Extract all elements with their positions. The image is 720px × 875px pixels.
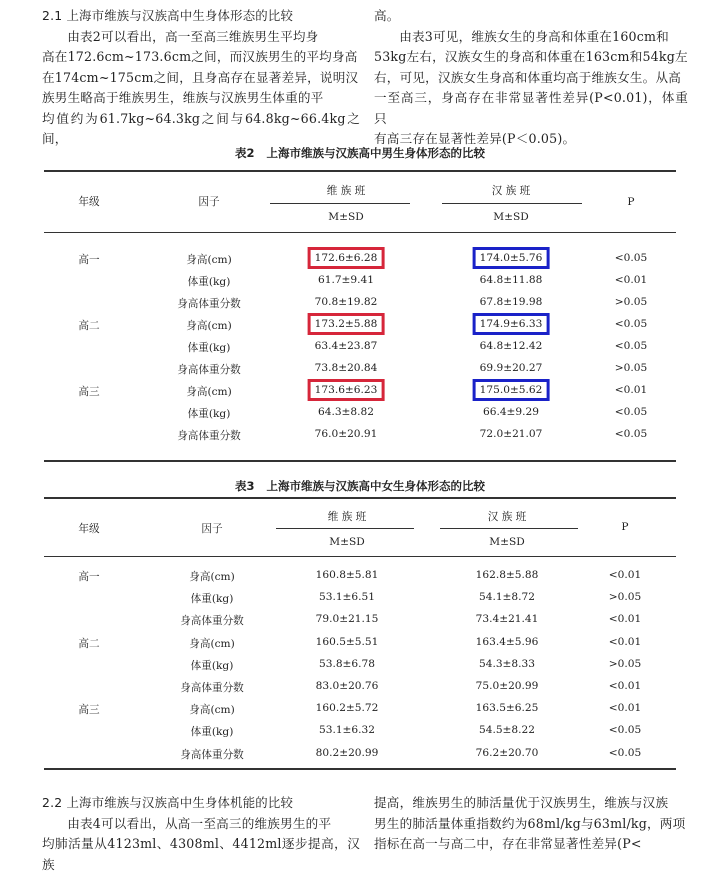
header-han-class: 汉 族 班	[487, 511, 527, 523]
header-subrule-han	[442, 203, 582, 204]
paragraph-line: 由表3可见，维族女生的身高和体重在160cm和	[399, 28, 669, 44]
wei-value-cell: 53.8±6.78	[318, 657, 376, 670]
wei-value-cell: 160.8±5.81	[315, 569, 379, 581]
paragraph-line: 提高，维族男生的肺活量优于汉族男生，维族与汉族	[374, 795, 669, 810]
header-subrule-wei	[270, 203, 410, 204]
wei-value-cell: 173.2±5.88	[314, 318, 378, 330]
paragraph-line: 高。	[374, 8, 400, 23]
header-p: P	[621, 521, 629, 533]
outro-left-column	[42, 793, 360, 875]
paragraph-line: 53kg左右，汉族女生的身高和体重在163cm和54kg左	[374, 49, 688, 64]
header-han-class: 汉 族 班	[491, 185, 531, 197]
p-value-cell: <0.01	[608, 613, 642, 626]
table3-caption	[0, 478, 720, 494]
wei-value-cell: 53.1±6.51	[318, 591, 376, 604]
p-value-cell: <0.01	[608, 702, 642, 715]
han-value-cell: 54.1±8.72	[478, 591, 536, 604]
header-wei-class: 维 族 班	[326, 185, 366, 197]
factor-cell: 体重(kg)	[190, 593, 234, 606]
grade-cell: 高二	[78, 637, 100, 650]
table2-number: 表2	[234, 146, 255, 160]
header-factor: 因子	[201, 523, 223, 535]
p-value-cell: <0.01	[608, 680, 642, 692]
han-value-cell: 69.9±20.27	[479, 362, 543, 374]
factor-cell: 身高(cm)	[186, 254, 232, 266]
header-subrule-wei	[276, 528, 414, 529]
han-value-cell: 174.9±6.33	[479, 318, 543, 330]
factor-cell: 身高体重分数	[177, 364, 241, 376]
p-value-cell: >0.05	[608, 657, 642, 670]
grade-cell: 高三	[78, 704, 100, 717]
header-p: P	[627, 196, 635, 208]
p-value-cell: <0.05	[608, 724, 642, 737]
factor-cell: 身高(cm)	[189, 704, 235, 717]
table-header-rule	[44, 232, 676, 233]
paragraph-line: 由表4可以看出，从高一至高三的维族男生的平	[67, 815, 332, 831]
wei-value-cell: 63.4±23.87	[314, 340, 378, 352]
p-value-cell: <0.05	[614, 252, 648, 264]
table3-number: 表3	[234, 479, 255, 493]
table-top-rule	[44, 497, 676, 499]
wei-value-cell: 83.0±20.76	[315, 680, 379, 692]
factor-cell: 身高体重分数	[180, 748, 244, 761]
paragraph-line: 有高三存在显著性差异(P＜0.05)。	[374, 131, 576, 146]
p-value-cell: <0.05	[608, 746, 642, 759]
wei-value-cell: 172.6±6.28	[314, 252, 378, 264]
factor-cell: 体重(kg)	[190, 726, 234, 739]
paragraph-line: 一至高三，身高存在非常显著性差异(P<0.01)，体重只	[374, 90, 688, 126]
wei-value-cell: 80.2±20.99	[315, 746, 379, 759]
header-wei-class: 维 族 班	[327, 511, 367, 523]
han-value-cell: 175.0±5.62	[479, 384, 543, 396]
grade-cell: 高二	[78, 320, 100, 332]
han-value-cell: 64.8±12.42	[479, 340, 543, 352]
grade-cell: 高三	[78, 386, 100, 398]
wei-value-cell: 70.8±19.82	[314, 296, 378, 308]
table2-title: 上海市维族与汉族高中男生身体形态的比较	[266, 146, 486, 160]
factor-cell: 体重(kg)	[187, 408, 231, 420]
wei-value-cell: 61.7±9.41	[317, 274, 375, 286]
outro-right-column	[374, 793, 688, 855]
factor-cell: 身高体重分数	[180, 615, 244, 628]
table-top-rule	[44, 170, 676, 172]
p-value-cell: <0.05	[614, 406, 648, 418]
factor-cell: 身高(cm)	[189, 571, 235, 583]
table3-title: 上海市维族与汉族高中女生身体形态的比较	[266, 479, 486, 493]
han-value-cell: 163.4±5.96	[475, 635, 539, 648]
paragraph-line: 均值约为61.7kg~64.3kg之间与64.8kg~66.4kg之间，	[42, 110, 360, 146]
p-value-cell: <0.05	[614, 318, 648, 330]
p-value-cell: >0.05	[614, 296, 648, 308]
intro-right-column	[374, 6, 688, 150]
han-value-cell: 174.0±5.76	[479, 252, 543, 264]
wei-value-cell: 160.2±5.72	[315, 702, 379, 715]
wei-value-cell: 76.0±20.91	[314, 428, 378, 440]
header-msd-han: M±SD	[493, 211, 529, 223]
factor-cell: 身高体重分数	[177, 430, 241, 442]
wei-value-cell: 64.3±8.82	[317, 406, 375, 418]
factor-cell: 身高(cm)	[189, 637, 235, 650]
wei-value-cell: 73.8±20.84	[314, 362, 378, 374]
han-value-cell: 64.8±11.88	[479, 274, 543, 286]
han-value-cell: 75.0±20.99	[475, 680, 539, 692]
wei-value-cell: 173.6±6.23	[314, 384, 378, 396]
paragraph-line: 在174cm~175cm之间，且身高存在显著差异，说明汉	[42, 69, 359, 85]
paragraph-line: 高在172.6cm~173.6cm之间，而汉族男生的平均身高	[42, 49, 358, 64]
header-msd-han: M±SD	[489, 536, 525, 548]
factor-cell: 体重(kg)	[190, 659, 234, 672]
p-value-cell: <0.01	[608, 569, 642, 581]
p-value-cell: >0.05	[614, 362, 648, 374]
table2-caption	[0, 145, 720, 161]
paragraph-line: 均肺活量从4123ml、4308ml、4412ml逐步提高，汉族	[42, 836, 360, 872]
factor-cell: 体重(kg)	[187, 276, 231, 288]
wei-value-cell: 79.0±21.15	[315, 613, 379, 626]
han-value-cell: 54.3±8.33	[478, 657, 536, 670]
header-msd-wei: M±SD	[328, 211, 364, 223]
header-grade: 年级	[78, 196, 100, 208]
p-value-cell: <0.05	[614, 428, 648, 440]
paragraph-line: 由表2可以看出，高一至高三维族男生平均身	[67, 28, 319, 44]
table-bottom-rule	[44, 460, 676, 462]
han-value-cell: 163.5±6.25	[475, 702, 539, 715]
paragraph-line: 族男生略高于维族男生，维族与汉族男生体重的平	[42, 90, 324, 105]
wei-value-cell: 160.5±5.51	[315, 635, 379, 648]
paragraph-line: 男生的肺活量体重指数约为68ml/kg与63ml/kg，两项	[374, 815, 686, 831]
han-value-cell: 76.2±20.70	[475, 746, 539, 759]
grade-cell: 高一	[78, 254, 100, 266]
factor-cell: 身高(cm)	[186, 320, 232, 332]
factor-cell: 身高体重分数	[177, 298, 241, 310]
han-value-cell: 67.8±19.98	[479, 296, 543, 308]
p-value-cell: <0.01	[608, 635, 642, 648]
wei-value-cell: 53.1±6.32	[318, 724, 376, 737]
paragraph-line: 指标在高一与高二中，存在非常显著性差异(P<	[374, 836, 642, 851]
table-bottom-rule	[44, 768, 676, 770]
table2	[44, 170, 676, 462]
han-value-cell: 54.5±8.22	[478, 724, 536, 737]
factor-cell: 身高(cm)	[186, 386, 232, 398]
factor-cell: 体重(kg)	[187, 342, 231, 354]
p-value-cell: <0.05	[614, 340, 648, 352]
header-msd-wei: M±SD	[329, 536, 365, 548]
header-grade: 年级	[78, 523, 100, 535]
grade-cell: 高一	[78, 571, 100, 583]
header-subrule-han	[440, 528, 578, 529]
header-factor: 因子	[198, 196, 220, 208]
han-value-cell: 162.8±5.88	[475, 569, 539, 581]
intro-left-column	[42, 6, 360, 150]
section-heading-2-1: 2.1 上海市维族与汉族高中生身体形态的比较	[42, 8, 294, 23]
p-value-cell: <0.01	[614, 274, 648, 286]
table3	[44, 497, 676, 777]
paragraph-line: 右，可见，汉族女生身高和体重均高于维族女生。从高	[374, 69, 682, 85]
p-value-cell: >0.05	[608, 591, 642, 604]
factor-cell: 身高体重分数	[180, 682, 244, 694]
section-heading-2-2: 2.2 上海市维族与汉族高中生身体机能的比较	[42, 795, 294, 810]
p-value-cell: <0.01	[614, 384, 648, 396]
han-value-cell: 66.4±9.29	[482, 406, 540, 418]
table-header-rule	[44, 556, 676, 557]
han-value-cell: 72.0±21.07	[479, 428, 543, 440]
han-value-cell: 73.4±21.41	[475, 613, 539, 626]
